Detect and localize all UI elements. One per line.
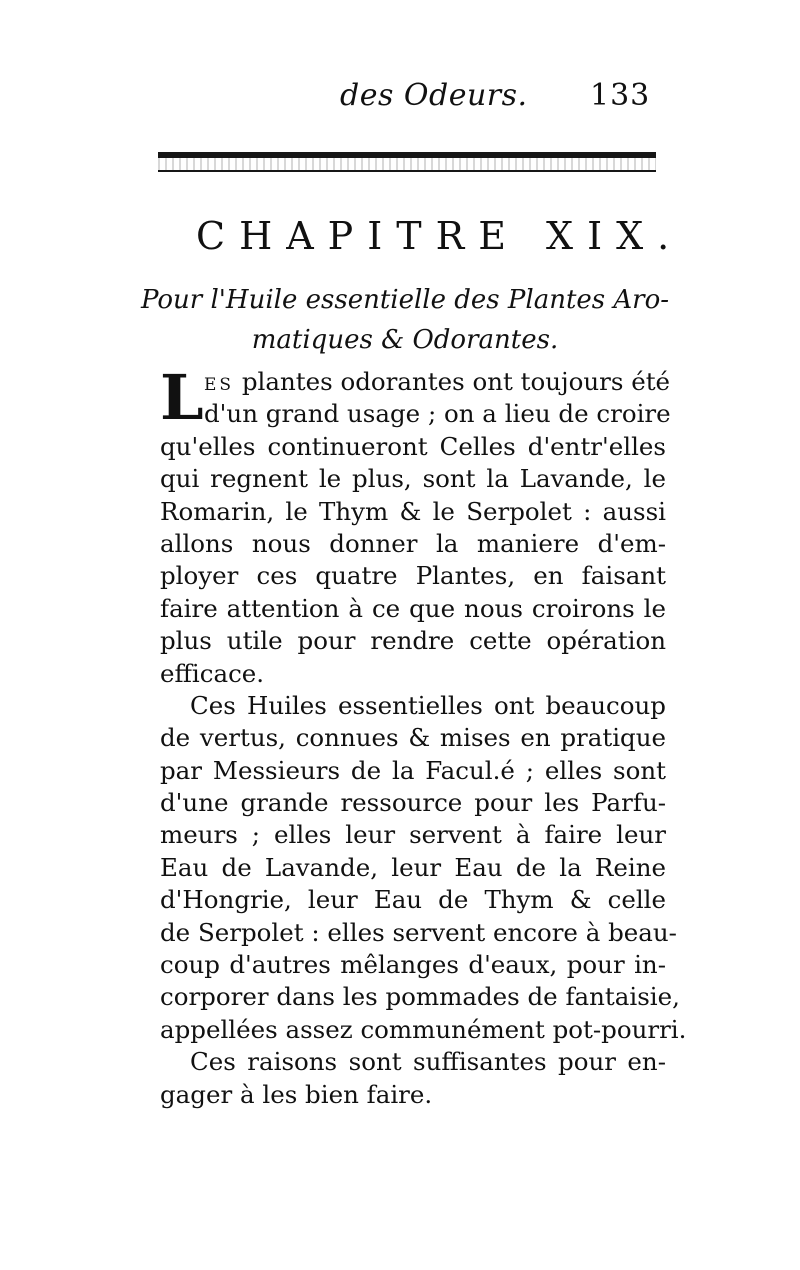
text-line: corporer dans les pommades de fantaisie, bbox=[160, 982, 680, 1012]
text-line bbox=[160, 366, 671, 398]
text-line: Ces raisons sont suffisantes pour en- bbox=[190, 1047, 666, 1077]
text-line: Romarin, le Thym & le Serpolet : aussi bbox=[160, 496, 666, 526]
text-line: allons nous donner la maniere d'em- bbox=[160, 528, 666, 558]
text-line: d'Hongrie, leur Eau de Thym & celle bbox=[160, 885, 666, 915]
text-line: d'une grande ressource pour les Parfu- bbox=[160, 788, 666, 818]
text-line: de Serpolet : elles servent encore à beau- bbox=[160, 917, 677, 947]
chapter-heading: CHAPITRE XIX. bbox=[196, 214, 684, 258]
text-line: de vertus, connues & mises en pratique bbox=[160, 723, 666, 753]
text-line: meurs ; elles leur servent à faire leur bbox=[160, 820, 666, 850]
text-line: d'un grand usage ; on a lieu de croire bbox=[204, 399, 671, 429]
small-caps-start: ES bbox=[204, 375, 235, 395]
text-line: efficace. bbox=[160, 658, 265, 688]
text-line: coup d'autres mêlanges d'eaux, pour in- bbox=[160, 950, 666, 980]
text-line: qu'elles continueront Celles d'entr'elles bbox=[160, 431, 666, 461]
text-line: appellées assez communément pot-pourri. bbox=[160, 1014, 687, 1044]
text-line: Ces Huiles essentielles ont beaucoup bbox=[190, 690, 666, 720]
text-line: par Messieurs de la Facul.é ; elles sont bbox=[160, 755, 666, 785]
text-line: faire attention à ce que nous croirons le bbox=[160, 593, 666, 623]
text-line: ployer ces quatre Plantes, en faisant bbox=[160, 561, 666, 591]
running-head: des Odeurs. bbox=[340, 78, 528, 113]
subtitle-line: matiques & Odorantes. bbox=[251, 325, 559, 355]
drop-cap: L bbox=[160, 361, 204, 434]
text-line: gager à les bien faire. bbox=[160, 1079, 433, 1109]
subtitle-line: Pour l'Huile essentielle des Plantes Aro- bbox=[140, 285, 670, 315]
header-rule bbox=[158, 152, 656, 172]
text-line: Eau de Lavande, leur Eau de la Reine bbox=[160, 852, 666, 882]
chapter-subtitle bbox=[140, 280, 670, 360]
text-line: qui regnent le plus, sont la Lavande, le bbox=[160, 464, 666, 494]
page-number: 133 bbox=[590, 78, 651, 113]
body-text bbox=[160, 361, 687, 1111]
text-line: plus utile pour rendre cette opération bbox=[160, 626, 666, 656]
first-line-text: plantes odorantes ont toujours été bbox=[241, 367, 671, 396]
